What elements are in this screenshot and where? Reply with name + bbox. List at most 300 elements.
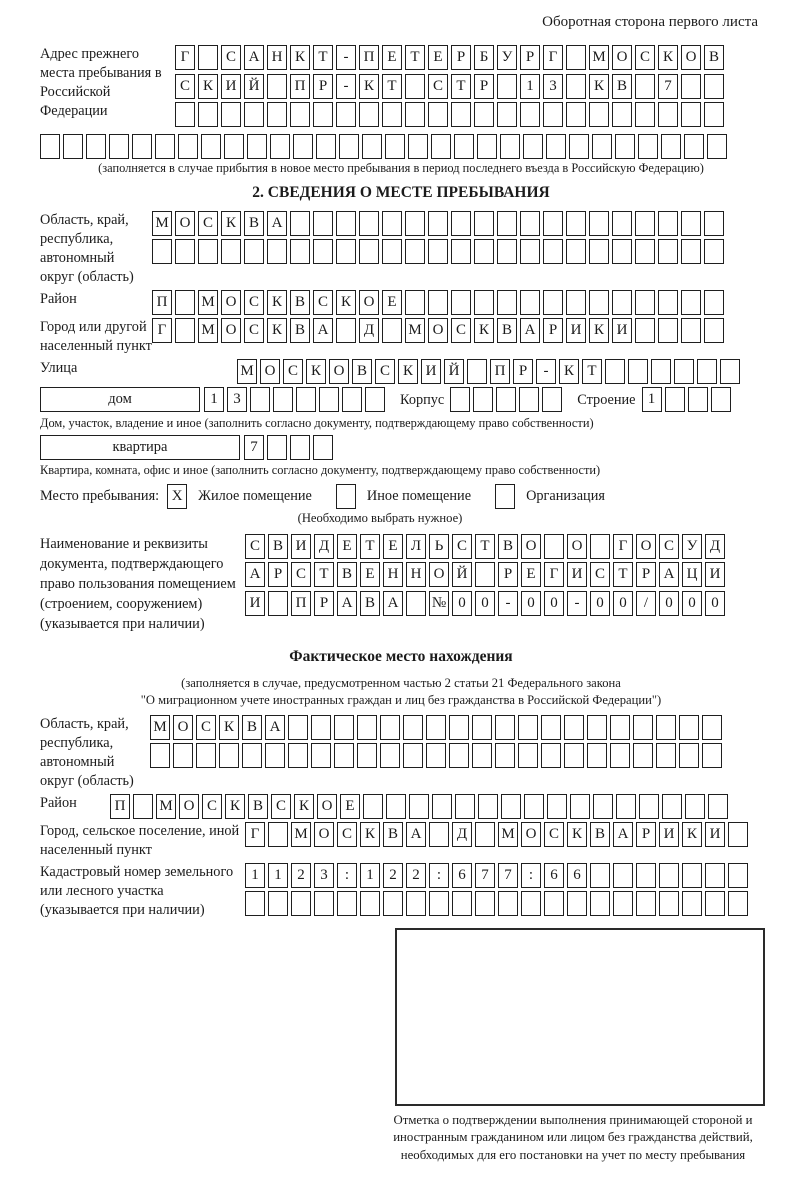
char-box[interactable] xyxy=(382,211,402,236)
char-box[interactable]: О xyxy=(260,359,280,384)
char-box[interactable] xyxy=(659,891,679,916)
char-box[interactable] xyxy=(543,102,563,127)
char-box[interactable]: И xyxy=(567,562,587,587)
char-box[interactable]: И xyxy=(612,318,632,343)
char-box[interactable]: Е xyxy=(340,794,360,819)
char-box[interactable]: Р xyxy=(474,74,494,99)
char-box[interactable]: С xyxy=(544,822,564,847)
char-box[interactable]: М xyxy=(156,794,176,819)
char-box[interactable] xyxy=(219,743,239,768)
char-box[interactable] xyxy=(523,134,543,159)
char-box[interactable]: С xyxy=(244,290,264,315)
char-box[interactable] xyxy=(520,102,540,127)
char-box[interactable] xyxy=(728,863,748,888)
char-box[interactable] xyxy=(132,134,152,159)
char-box[interactable]: А xyxy=(613,822,633,847)
char-box[interactable] xyxy=(267,435,287,460)
char-box[interactable] xyxy=(359,239,379,264)
char-box[interactable] xyxy=(684,134,704,159)
char-box[interactable]: А xyxy=(267,211,287,236)
char-box[interactable] xyxy=(467,359,487,384)
char-box[interactable] xyxy=(566,290,586,315)
char-box[interactable] xyxy=(357,715,377,740)
char-box[interactable]: С xyxy=(428,74,448,99)
char-box[interactable] xyxy=(296,387,316,412)
char-box[interactable]: 0 xyxy=(521,591,541,616)
char-box[interactable]: Г xyxy=(245,822,265,847)
char-box[interactable] xyxy=(224,134,244,159)
char-box[interactable] xyxy=(592,134,612,159)
char-box[interactable] xyxy=(428,239,448,264)
char-box[interactable]: 1 xyxy=(642,387,662,412)
char-box[interactable]: С xyxy=(271,794,291,819)
char-box[interactable] xyxy=(590,863,610,888)
char-box[interactable] xyxy=(382,102,402,127)
char-box[interactable]: И xyxy=(421,359,441,384)
char-box[interactable] xyxy=(589,102,609,127)
char-box[interactable] xyxy=(688,387,708,412)
char-box[interactable] xyxy=(359,211,379,236)
char-box[interactable] xyxy=(613,863,633,888)
char-box[interactable]: Р xyxy=(314,591,334,616)
char-box[interactable] xyxy=(198,45,218,70)
char-box[interactable] xyxy=(544,891,564,916)
char-box[interactable]: В xyxy=(383,822,403,847)
char-box[interactable] xyxy=(615,134,635,159)
char-box[interactable]: О xyxy=(329,359,349,384)
char-box[interactable]: С xyxy=(590,562,610,587)
char-box[interactable] xyxy=(474,239,494,264)
char-box[interactable] xyxy=(635,102,655,127)
char-box[interactable]: 1 xyxy=(268,863,288,888)
char-box[interactable] xyxy=(681,318,701,343)
char-box[interactable] xyxy=(546,134,566,159)
char-box[interactable] xyxy=(605,359,625,384)
char-box[interactable] xyxy=(613,891,633,916)
char-box[interactable]: 0 xyxy=(659,591,679,616)
char-box[interactable] xyxy=(405,211,425,236)
char-box[interactable] xyxy=(408,134,428,159)
char-box[interactable] xyxy=(656,715,676,740)
char-box[interactable] xyxy=(334,715,354,740)
char-box[interactable] xyxy=(497,211,517,236)
char-box[interactable] xyxy=(311,715,331,740)
char-box[interactable] xyxy=(314,891,334,916)
char-box[interactable] xyxy=(541,715,561,740)
char-box[interactable] xyxy=(612,211,632,236)
char-box[interactable] xyxy=(409,794,429,819)
char-box[interactable]: 6 xyxy=(544,863,564,888)
char-box[interactable] xyxy=(635,318,655,343)
char-box[interactable] xyxy=(665,387,685,412)
char-box[interactable] xyxy=(363,794,383,819)
char-box[interactable] xyxy=(472,715,492,740)
char-box[interactable] xyxy=(86,134,106,159)
char-box[interactable] xyxy=(496,387,516,412)
char-box[interactable]: О xyxy=(521,534,541,559)
char-box[interactable]: Е xyxy=(382,290,402,315)
char-box[interactable] xyxy=(175,290,195,315)
char-box[interactable] xyxy=(612,102,632,127)
char-box[interactable] xyxy=(541,743,561,768)
char-box[interactable] xyxy=(704,318,724,343)
char-box[interactable] xyxy=(382,239,402,264)
char-box[interactable] xyxy=(450,387,470,412)
char-box[interactable] xyxy=(403,743,423,768)
char-box[interactable] xyxy=(497,290,517,315)
char-box[interactable] xyxy=(524,794,544,819)
char-box-row[interactable] xyxy=(245,891,751,916)
char-box[interactable] xyxy=(564,715,584,740)
char-box[interactable]: О xyxy=(179,794,199,819)
char-box[interactable]: М xyxy=(198,318,218,343)
char-box[interactable] xyxy=(497,239,517,264)
char-box[interactable]: : xyxy=(337,863,357,888)
char-box[interactable]: С xyxy=(375,359,395,384)
char-box[interactable] xyxy=(360,891,380,916)
char-box[interactable] xyxy=(711,387,731,412)
char-box[interactable]: К xyxy=(658,45,678,70)
char-box[interactable]: 7 xyxy=(658,74,678,99)
char-box[interactable]: О xyxy=(359,290,379,315)
char-box[interactable] xyxy=(244,239,264,264)
char-box[interactable]: М xyxy=(150,715,170,740)
char-box[interactable]: В xyxy=(704,45,724,70)
char-box[interactable]: Т xyxy=(382,74,402,99)
char-box[interactable]: Г xyxy=(152,318,172,343)
char-box[interactable] xyxy=(365,387,385,412)
char-box[interactable] xyxy=(405,102,425,127)
char-box[interactable]: 0 xyxy=(705,591,725,616)
char-box[interactable]: Г xyxy=(613,534,633,559)
char-box[interactable]: С xyxy=(244,318,264,343)
char-box[interactable]: К xyxy=(589,74,609,99)
char-box[interactable]: Р xyxy=(268,562,288,587)
char-box-row[interactable] xyxy=(150,743,725,768)
char-box[interactable]: Р xyxy=(520,45,540,70)
char-box[interactable]: Р xyxy=(313,74,333,99)
char-box[interactable] xyxy=(288,715,308,740)
char-box[interactable]: Т xyxy=(405,45,425,70)
char-box[interactable]: 1 xyxy=(245,863,265,888)
char-box[interactable] xyxy=(386,794,406,819)
char-box[interactable]: В xyxy=(268,534,288,559)
char-box[interactable] xyxy=(674,359,694,384)
char-box[interactable] xyxy=(342,387,362,412)
char-box[interactable] xyxy=(477,134,497,159)
char-box[interactable]: / xyxy=(636,591,656,616)
char-box[interactable]: П xyxy=(490,359,510,384)
char-box[interactable] xyxy=(268,891,288,916)
char-box[interactable] xyxy=(334,743,354,768)
char-box[interactable]: С xyxy=(313,290,333,315)
char-box[interactable] xyxy=(704,239,724,264)
char-box[interactable] xyxy=(658,211,678,236)
char-box[interactable] xyxy=(587,715,607,740)
char-box[interactable]: 6 xyxy=(567,863,587,888)
char-box[interactable]: О xyxy=(429,562,449,587)
char-box[interactable]: К xyxy=(267,290,287,315)
char-box[interactable]: П xyxy=(291,591,311,616)
char-box[interactable]: У xyxy=(497,45,517,70)
char-box[interactable]: М xyxy=(589,45,609,70)
char-box[interactable]: - xyxy=(336,74,356,99)
char-box[interactable] xyxy=(475,891,495,916)
char-box[interactable]: Д xyxy=(314,534,334,559)
char-box[interactable] xyxy=(472,743,492,768)
char-box[interactable]: К xyxy=(359,74,379,99)
char-box[interactable] xyxy=(290,239,310,264)
char-box[interactable]: Е xyxy=(383,534,403,559)
char-box[interactable] xyxy=(500,134,520,159)
char-box[interactable] xyxy=(380,715,400,740)
char-box[interactable] xyxy=(201,134,221,159)
char-box[interactable]: С xyxy=(337,822,357,847)
char-box[interactable] xyxy=(150,743,170,768)
char-box[interactable]: Е xyxy=(521,562,541,587)
char-box[interactable]: М xyxy=(291,822,311,847)
char-box[interactable] xyxy=(474,211,494,236)
char-box[interactable]: О xyxy=(681,45,701,70)
char-box[interactable] xyxy=(681,211,701,236)
char-box[interactable]: С xyxy=(291,562,311,587)
char-box[interactable] xyxy=(498,891,518,916)
char-box[interactable]: Д xyxy=(705,534,725,559)
char-box[interactable] xyxy=(290,102,310,127)
char-box-row[interactable] xyxy=(152,239,727,264)
char-box[interactable]: А xyxy=(406,822,426,847)
char-box[interactable]: О xyxy=(636,534,656,559)
char-box[interactable] xyxy=(544,534,564,559)
char-box[interactable] xyxy=(429,822,449,847)
char-box[interactable] xyxy=(244,102,264,127)
char-box[interactable]: С xyxy=(635,45,655,70)
char-box[interactable] xyxy=(566,211,586,236)
char-box[interactable] xyxy=(221,239,241,264)
char-box[interactable]: 2 xyxy=(406,863,426,888)
char-box[interactable]: С xyxy=(659,534,679,559)
char-box[interactable]: Й xyxy=(444,359,464,384)
char-box[interactable] xyxy=(543,290,563,315)
char-box[interactable]: И xyxy=(705,822,725,847)
char-box[interactable] xyxy=(359,102,379,127)
char-box[interactable]: К xyxy=(294,794,314,819)
char-box[interactable] xyxy=(720,359,740,384)
char-box[interactable] xyxy=(175,102,195,127)
char-box[interactable]: С xyxy=(175,74,195,99)
char-box-row[interactable] xyxy=(152,211,727,236)
char-box[interactable] xyxy=(518,715,538,740)
char-box[interactable]: К xyxy=(682,822,702,847)
char-box[interactable]: В xyxy=(244,211,264,236)
char-box[interactable] xyxy=(636,863,656,888)
char-box[interactable] xyxy=(543,239,563,264)
char-box-row[interactable] xyxy=(110,794,731,819)
house-number-boxes[interactable] xyxy=(204,387,388,412)
char-box[interactable] xyxy=(383,891,403,916)
char-box[interactable]: О xyxy=(173,715,193,740)
char-box[interactable] xyxy=(610,715,630,740)
char-box[interactable]: Й xyxy=(452,562,472,587)
char-box[interactable]: А xyxy=(337,591,357,616)
char-box[interactable] xyxy=(155,134,175,159)
char-box[interactable]: С xyxy=(202,794,222,819)
char-box-row[interactable] xyxy=(237,359,743,384)
char-box[interactable] xyxy=(679,743,699,768)
char-box[interactable]: И xyxy=(245,591,265,616)
char-box[interactable]: 0 xyxy=(613,591,633,616)
char-box[interactable] xyxy=(221,102,241,127)
char-box[interactable]: Г xyxy=(543,45,563,70)
char-box[interactable] xyxy=(681,102,701,127)
char-box[interactable] xyxy=(593,794,613,819)
char-box[interactable] xyxy=(628,359,648,384)
char-box[interactable] xyxy=(707,134,727,159)
char-box[interactable] xyxy=(681,290,701,315)
char-box[interactable] xyxy=(570,794,590,819)
char-box[interactable]: № xyxy=(429,591,449,616)
char-box[interactable]: Т xyxy=(451,74,471,99)
char-box[interactable]: А xyxy=(244,45,264,70)
char-box[interactable] xyxy=(454,134,474,159)
char-box[interactable] xyxy=(173,743,193,768)
char-box-row[interactable] xyxy=(245,822,751,847)
checkbox-organization[interactable] xyxy=(495,484,515,509)
char-box[interactable]: Р xyxy=(498,562,518,587)
char-box[interactable]: О xyxy=(567,534,587,559)
char-box[interactable]: И xyxy=(221,74,241,99)
char-box[interactable] xyxy=(543,211,563,236)
char-box[interactable] xyxy=(313,102,333,127)
char-box[interactable] xyxy=(451,102,471,127)
char-box[interactable] xyxy=(291,891,311,916)
char-box[interactable]: Р xyxy=(636,562,656,587)
char-box[interactable]: О xyxy=(221,290,241,315)
char-box[interactable] xyxy=(451,290,471,315)
char-box[interactable] xyxy=(267,74,287,99)
char-box[interactable]: С xyxy=(196,715,216,740)
char-box[interactable]: 3 xyxy=(314,863,334,888)
char-box[interactable]: К xyxy=(219,715,239,740)
char-box[interactable]: П xyxy=(290,74,310,99)
char-box[interactable] xyxy=(267,102,287,127)
char-box[interactable] xyxy=(455,794,475,819)
char-box[interactable] xyxy=(589,290,609,315)
char-box-row[interactable] xyxy=(245,562,728,587)
char-box[interactable] xyxy=(520,239,540,264)
char-box[interactable]: Н xyxy=(406,562,426,587)
char-box[interactable] xyxy=(385,134,405,159)
char-box[interactable] xyxy=(449,715,469,740)
char-box[interactable]: С xyxy=(198,211,218,236)
char-box[interactable] xyxy=(268,822,288,847)
char-box[interactable] xyxy=(661,134,681,159)
char-box[interactable] xyxy=(681,74,701,99)
char-box[interactable] xyxy=(564,743,584,768)
char-box[interactable]: Г xyxy=(544,562,564,587)
char-box[interactable]: А xyxy=(383,591,403,616)
char-box[interactable]: А xyxy=(659,562,679,587)
char-box[interactable]: К xyxy=(225,794,245,819)
char-box[interactable]: П xyxy=(152,290,172,315)
char-box[interactable]: В xyxy=(290,290,310,315)
char-box[interactable] xyxy=(590,534,610,559)
char-box[interactable]: И xyxy=(291,534,311,559)
char-box[interactable]: С xyxy=(245,534,265,559)
char-box[interactable]: К xyxy=(474,318,494,343)
char-box[interactable]: Р xyxy=(636,822,656,847)
char-box[interactable] xyxy=(406,891,426,916)
char-box[interactable] xyxy=(520,211,540,236)
char-box[interactable]: Т xyxy=(613,562,633,587)
char-box[interactable] xyxy=(196,743,216,768)
char-box[interactable]: Т xyxy=(582,359,602,384)
char-box[interactable]: О xyxy=(175,211,195,236)
char-box[interactable] xyxy=(518,743,538,768)
char-box[interactable]: А xyxy=(313,318,333,343)
char-box[interactable]: Б xyxy=(474,45,494,70)
char-box[interactable]: 0 xyxy=(475,591,495,616)
char-box[interactable]: А xyxy=(245,562,265,587)
char-box[interactable]: 6 xyxy=(452,863,472,888)
char-box[interactable]: Д xyxy=(452,822,472,847)
char-box[interactable]: М xyxy=(498,822,518,847)
char-box[interactable] xyxy=(658,290,678,315)
char-box[interactable]: С xyxy=(451,318,471,343)
char-box[interactable]: 0 xyxy=(590,591,610,616)
char-box[interactable]: : xyxy=(521,863,541,888)
char-box[interactable]: 7 xyxy=(475,863,495,888)
char-box[interactable]: Н xyxy=(267,45,287,70)
char-box[interactable]: Л xyxy=(406,534,426,559)
char-box[interactable] xyxy=(679,715,699,740)
char-box-row[interactable] xyxy=(152,290,727,315)
char-box[interactable]: Е xyxy=(337,534,357,559)
char-box[interactable] xyxy=(428,290,448,315)
char-box[interactable]: В xyxy=(337,562,357,587)
char-box[interactable] xyxy=(273,387,293,412)
char-box[interactable] xyxy=(635,211,655,236)
char-box[interactable] xyxy=(152,239,172,264)
char-box[interactable]: Е xyxy=(428,45,448,70)
char-box[interactable]: В xyxy=(498,534,518,559)
char-box[interactable] xyxy=(449,743,469,768)
char-box[interactable]: С xyxy=(221,45,241,70)
char-box[interactable] xyxy=(336,102,356,127)
char-box[interactable] xyxy=(242,743,262,768)
char-box[interactable] xyxy=(245,891,265,916)
char-box[interactable] xyxy=(635,239,655,264)
char-box[interactable]: О xyxy=(428,318,448,343)
char-box[interactable]: К xyxy=(567,822,587,847)
char-box[interactable] xyxy=(497,102,517,127)
char-box[interactable]: В xyxy=(352,359,372,384)
char-box[interactable]: 2 xyxy=(291,863,311,888)
char-box[interactable] xyxy=(566,102,586,127)
char-box[interactable] xyxy=(429,891,449,916)
char-box[interactable] xyxy=(681,239,701,264)
char-box[interactable] xyxy=(337,891,357,916)
char-box[interactable] xyxy=(474,290,494,315)
char-box[interactable]: Е xyxy=(360,562,380,587)
char-box[interactable] xyxy=(198,102,218,127)
char-box[interactable] xyxy=(405,239,425,264)
char-box[interactable]: - xyxy=(336,45,356,70)
char-box[interactable] xyxy=(566,239,586,264)
char-box[interactable]: Т xyxy=(360,534,380,559)
char-box[interactable] xyxy=(267,239,287,264)
char-box[interactable] xyxy=(682,891,702,916)
